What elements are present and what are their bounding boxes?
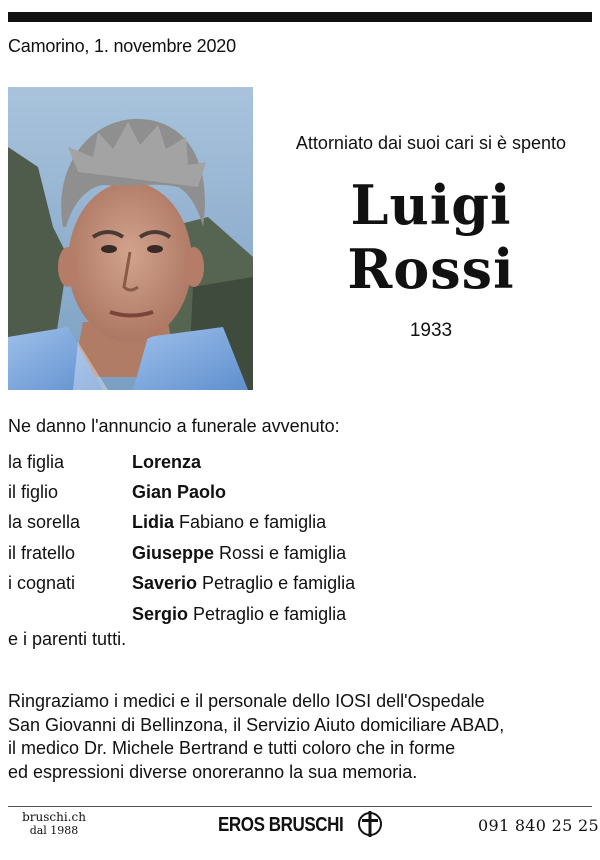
footer-website: bruschi.ch [22,810,86,824]
relative-first-name: Gian Paolo [132,482,227,503]
relative-role: la figlia [8,451,65,472]
relative-row [8,538,428,568]
portrait-photo [8,87,253,390]
relative-name [132,482,226,503]
deceased-last-name: Rossi [347,237,515,301]
relative-row [8,599,428,629]
relatives-list [8,447,428,629]
relative-name-rest: Petraglio e famiglia [197,573,356,594]
relative-role: il figlio [8,482,59,503]
relative-first-name: Saverio [132,573,198,594]
relative-name [132,604,346,625]
relative-first-name: Giuseppe [132,542,215,563]
relative-row [8,508,428,538]
footer-phone: 091 840 25 25 [478,816,599,835]
relative-role: il fratello [8,542,76,563]
relative-role: la sorella [8,512,81,533]
relative-name-rest: Rossi e famiglia [214,542,347,563]
thanks-line: ed espressioni diverse onoreranno la sua memoria. [8,761,418,782]
relative-name-rest: Fabiano e famiglia [174,512,327,533]
thanks-paragraph [8,690,568,784]
funeral-cross-logo-icon [357,810,383,838]
intro-text: Attorniato dai suoi cari si è spento [295,133,567,153]
thanks-line: San Giovanni di Bellinzona, il Servizio Aiuto domiciliare ABAD, [8,714,505,735]
footer-rule [8,806,592,807]
announcement-text: Ne danno l'annuncio a funerale avvenuto: [8,416,340,436]
place-date: Camorino, 1. novembre 2020 [8,36,236,56]
birth-year: 1933 [409,320,453,341]
relative-row [8,477,428,507]
relative-row [8,569,428,599]
footer-brand: EROS BRUSCHI [218,814,344,836]
deceased-first-name: Luigi [350,173,512,237]
relative-row [8,447,428,477]
closing-text: e i parenti tutti. [8,629,127,649]
relative-first-name: Lorenza [132,451,202,472]
relative-first-name: Sergio [132,603,189,624]
relative-name-rest: Petraglio e famiglia [188,603,347,624]
relative-role: i cognati [8,573,76,594]
top-rule [8,12,592,22]
relative-name [132,512,326,533]
thanks-line: Ringraziamo i medici e il personale dello IOSI dell'Ospedale [8,691,485,711]
relative-first-name: Lidia [132,512,175,533]
portrait-image [8,87,253,390]
footer-since: dal 1988 [29,824,79,837]
relative-name [132,543,346,564]
relative-name [132,452,201,473]
relative-name [132,573,355,594]
thanks-line: il medico Dr. Michele Bertrand e tutti coloro che in forme [8,738,456,758]
